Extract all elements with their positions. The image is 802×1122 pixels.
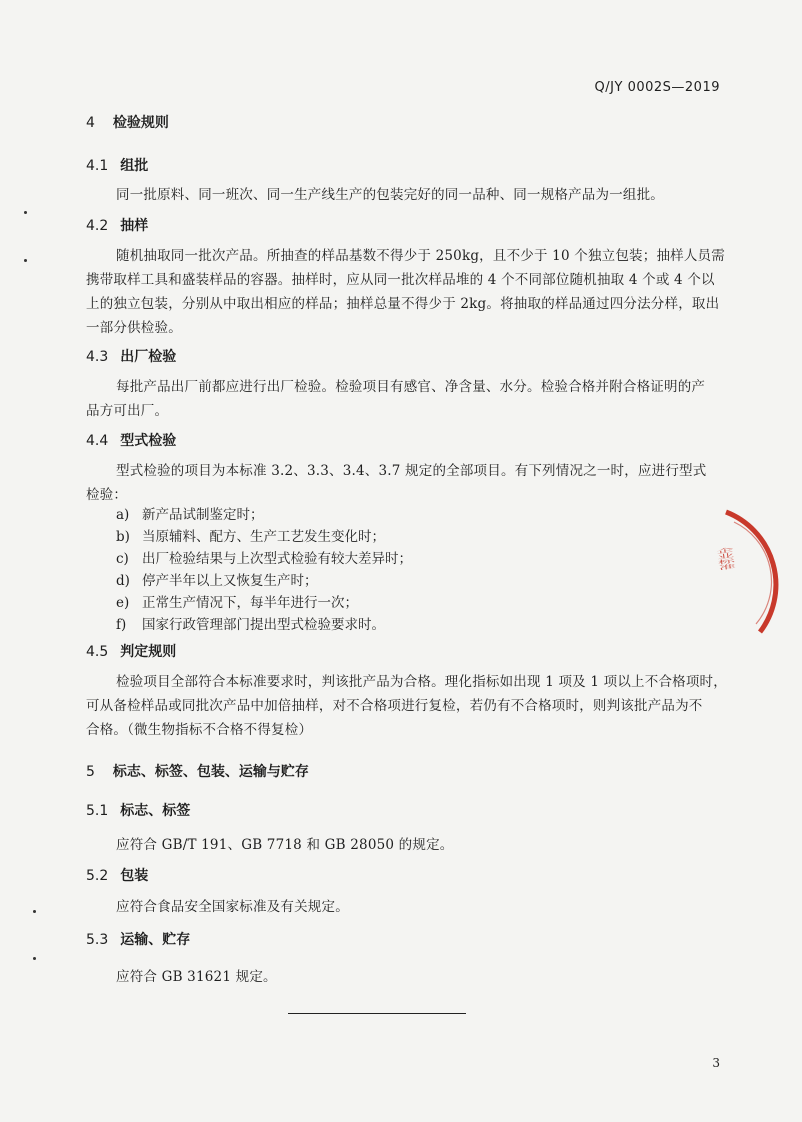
paragraph-line: 应符合 GB/T 191、GB 7718 和 GB 28050 的规定。 bbox=[116, 837, 454, 853]
section-title: 出厂检验 bbox=[120, 349, 177, 365]
section-number: 4.4 bbox=[86, 433, 109, 449]
list-marker: f) bbox=[116, 617, 127, 633]
list-text: 正常生产情况下，每半年进行一次； bbox=[142, 595, 358, 611]
section-title: 组批 bbox=[120, 158, 149, 174]
section-5-heading bbox=[86, 761, 309, 781]
paragraph-line: 合格。（微生物指标不合格不得复检） bbox=[86, 722, 313, 738]
end-rule bbox=[288, 1013, 466, 1014]
paragraph-line: 检验： bbox=[86, 487, 128, 503]
standard-code: Q/JY 0002S—2019 bbox=[594, 80, 720, 95]
section-number: 4.5 bbox=[86, 644, 109, 660]
section-4-3-heading bbox=[86, 346, 176, 366]
paragraph-line: 品方可出厂。 bbox=[86, 403, 169, 419]
paragraph-line: 一部分供检验。 bbox=[86, 320, 182, 336]
list-item bbox=[116, 569, 318, 589]
section-number: 4.2 bbox=[86, 218, 109, 234]
section-title: 标志、标签 bbox=[120, 803, 191, 819]
list-marker: a) bbox=[116, 507, 130, 523]
list-item bbox=[116, 525, 385, 545]
paragraph-line: 可从备检样品或同批次产品中加倍抽样，对不合格项进行复检，若仍有不合格项时，则判该批产品为不 bbox=[86, 698, 703, 714]
section-4-4-heading bbox=[86, 430, 176, 450]
section-number: 5.2 bbox=[86, 868, 109, 884]
list-text: 停产半年以上又恢复生产时； bbox=[142, 573, 318, 589]
list-text: 出厂检验结果与上次型式检验有较大差异时； bbox=[142, 551, 412, 567]
section-5-3-heading bbox=[86, 929, 190, 949]
list-text: 当原辅料、配方、生产工艺发生变化时； bbox=[142, 529, 385, 545]
seal-ring bbox=[726, 512, 776, 632]
paragraph-line: 同一批原料、同一班次、同一生产线生产的包装完好的同一品种、同一规格产品为一组批。 bbox=[116, 187, 664, 203]
section-title: 判定规则 bbox=[120, 644, 177, 660]
section-number: 4.3 bbox=[86, 349, 109, 365]
seal-text: 企业标准 bbox=[712, 546, 742, 617]
section-title: 抽样 bbox=[120, 218, 149, 234]
paragraph-line: 上的独立包装，分别从中取出相应的样品；抽样总量不得少于 2kg。将抽取的样品通过四分法分样，取出 bbox=[86, 296, 720, 312]
list-marker: b) bbox=[116, 529, 130, 545]
paragraph-line: 检验项目全部符合本标准要求时，判该批产品为合格。理化指标如出现 1 项及 1 项以上不合格项时， bbox=[116, 674, 727, 690]
section-number: 4 bbox=[86, 115, 95, 131]
section-title: 标志、标签、包装、运输与贮存 bbox=[112, 764, 309, 780]
paragraph-line: 随机抽取同一批次产品。所抽查的样品基数不得少于 250kg，且不少于 10 个独立包装；抽样人员需 bbox=[116, 248, 725, 264]
seal-inner-ring bbox=[734, 522, 771, 624]
paragraph-line: 每批产品出厂前都应进行出厂检验。检验项目有感官、净含量、水分。检验合格并附合格证明的产 bbox=[116, 379, 706, 395]
section-5-1-heading bbox=[86, 800, 190, 820]
paragraph-line: 应符合食品安全国家标准及有关规定。 bbox=[116, 899, 349, 915]
scan-dot bbox=[33, 957, 36, 960]
section-title: 运输、贮存 bbox=[120, 932, 191, 948]
section-4-5-heading bbox=[86, 641, 176, 661]
list-item bbox=[116, 613, 385, 633]
scan-dot bbox=[24, 211, 27, 214]
section-title: 型式检验 bbox=[120, 433, 177, 449]
list-marker: c) bbox=[116, 551, 129, 567]
section-title: 检验规则 bbox=[112, 115, 169, 131]
paragraph-line: 型式检验的项目为本标准 3.2、3.3、3.4、3.7 规定的全部项目。有下列情况之一时，应进行型式 bbox=[116, 463, 707, 479]
section-title: 包装 bbox=[120, 868, 149, 884]
section-number: 5 bbox=[86, 764, 95, 780]
list-text: 新产品试制鉴定时； bbox=[142, 507, 264, 523]
section-number: 4.1 bbox=[86, 158, 109, 174]
red-seal-stamp bbox=[712, 498, 802, 648]
list-marker: d) bbox=[116, 573, 130, 589]
paragraph-line: 应符合 GB 31621 规定。 bbox=[116, 969, 277, 985]
list-item bbox=[116, 591, 358, 611]
list-marker: e) bbox=[116, 595, 130, 611]
scan-dot bbox=[24, 259, 27, 262]
scan-dot bbox=[33, 910, 36, 913]
section-number: 5.3 bbox=[86, 932, 109, 948]
section-4-heading bbox=[86, 112, 169, 132]
section-4-1-heading bbox=[86, 155, 148, 175]
list-item bbox=[116, 547, 412, 567]
list-text: 国家行政管理部门提出型式检验要求时。 bbox=[142, 617, 385, 633]
paragraph-line: 携带取样工具和盛装样品的容器。抽样时，应从同一批次样品堆的 4 个不同部位随机抽取 4 个或 4 个以 bbox=[86, 272, 715, 288]
page-number: 3 bbox=[712, 1056, 720, 1070]
section-4-2-heading bbox=[86, 215, 148, 235]
list-item bbox=[116, 503, 264, 523]
section-number: 5.1 bbox=[86, 803, 109, 819]
section-5-2-heading bbox=[86, 865, 148, 885]
